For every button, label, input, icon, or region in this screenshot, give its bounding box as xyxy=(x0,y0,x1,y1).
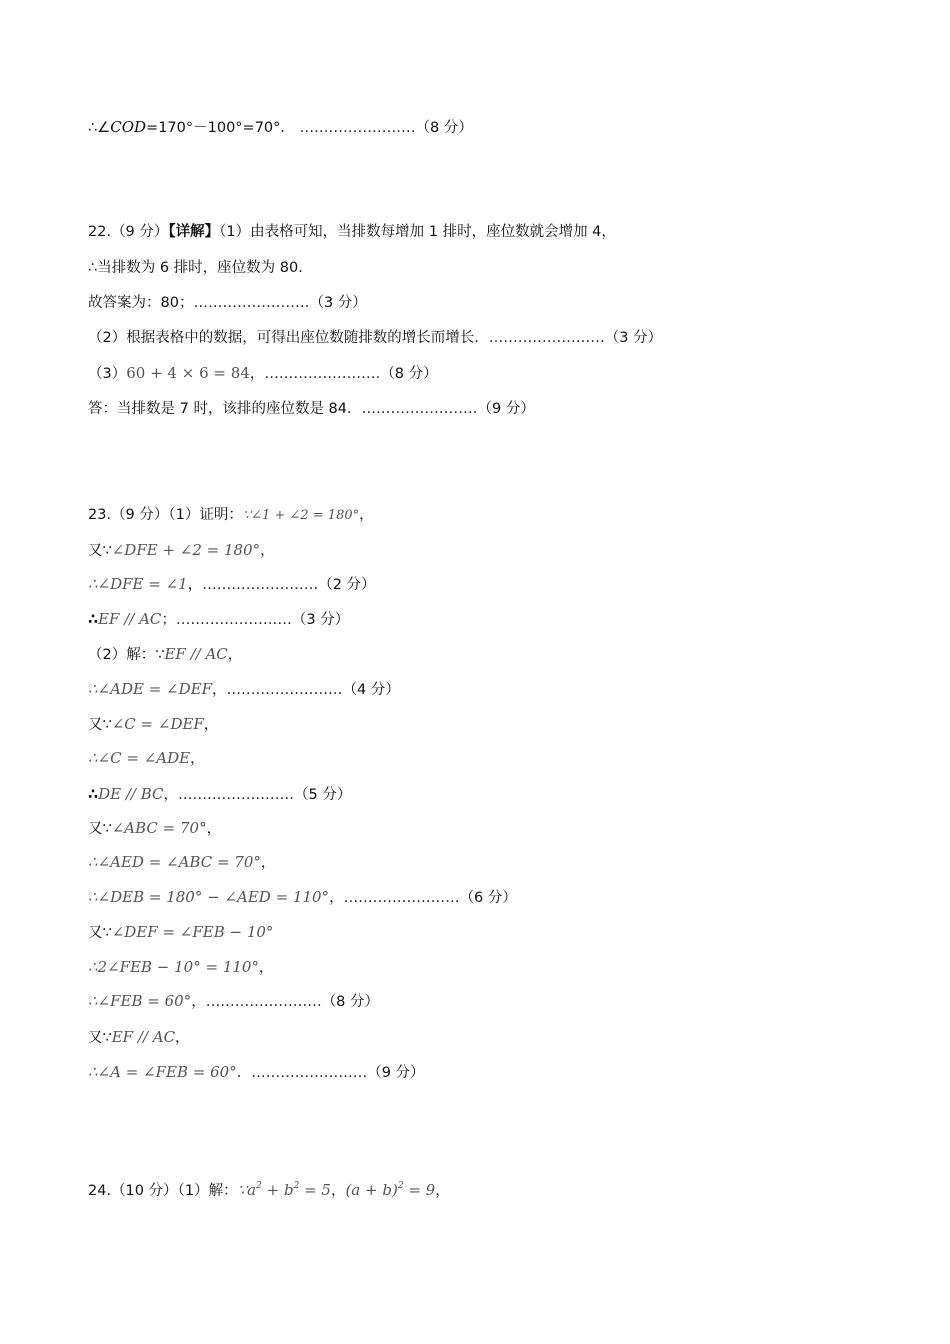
math-expr-2 xyxy=(345,1181,435,1199)
q23-step-9 xyxy=(88,818,221,838)
punct: ， xyxy=(211,682,227,698)
question-number: 23. xyxy=(88,507,112,523)
step-prefix: 又∵ xyxy=(88,1030,112,1046)
math-expr: EF // AC xyxy=(164,645,228,663)
score-label: （2 分） xyxy=(318,577,376,593)
score-dots: …………………… xyxy=(361,401,478,417)
math-expr: EF // AC xyxy=(98,610,162,628)
q23-step-7 xyxy=(88,748,205,768)
score-label: （4 分） xyxy=(342,682,400,698)
math-expr: 60 + 4 × 6 = 84 xyxy=(126,364,250,382)
score-dots: …………………… xyxy=(264,366,381,382)
step-prefix: ∴ xyxy=(88,787,99,803)
step-prefix: 又∵ xyxy=(88,717,112,733)
punct: ， xyxy=(163,787,178,803)
punct: ， xyxy=(258,960,274,976)
score-label: （5 分） xyxy=(294,787,352,803)
q23-step-14 xyxy=(88,991,379,1011)
q23-step-5 xyxy=(88,679,400,699)
score-dots: …………………… xyxy=(343,890,460,906)
score-dots: …………………… xyxy=(202,577,319,593)
punct: ， xyxy=(206,821,222,837)
exponent: 2 xyxy=(397,1181,404,1191)
score-label: （8 分） xyxy=(321,994,380,1010)
q22-line-2 xyxy=(88,258,313,278)
q24-header xyxy=(88,1180,450,1200)
q23-step-2 xyxy=(88,574,376,594)
punct: ， xyxy=(249,366,265,382)
q23-step-3 xyxy=(88,609,349,629)
score-dots: …………………… xyxy=(251,1065,368,1081)
score-dots: …………………… xyxy=(193,295,310,311)
math-expr: ∴∠ADE = ∠DEF xyxy=(88,680,212,698)
score-label: （8 分） xyxy=(415,120,473,136)
punct: ， xyxy=(329,890,344,906)
math-part: + b xyxy=(261,1181,294,1199)
question-number: 22. xyxy=(88,224,112,240)
punct: ， xyxy=(190,751,205,767)
step-prefix: 又∵ xyxy=(88,925,112,941)
score-label: （9 分） xyxy=(367,1065,425,1081)
q21-conclusion-line xyxy=(88,117,473,137)
math-expr: ∠ABC = 70° xyxy=(111,819,207,837)
math-expr: DE // BC xyxy=(98,785,164,803)
exponent: 2 xyxy=(256,1181,262,1191)
step-prefix: 又∵ xyxy=(88,543,112,559)
step-prefix: 又∵ xyxy=(88,821,112,837)
math-expr: ∴∠A = ∠FEB = 60° xyxy=(88,1063,237,1081)
q22-line-4 xyxy=(88,328,662,348)
math-prefix: ∴∠ xyxy=(88,120,111,136)
score-label: （8 分） xyxy=(380,366,438,382)
math-expr: ∠DEF = ∠FEB − 10° xyxy=(111,923,274,941)
line-label: （3） xyxy=(88,366,127,382)
score-dots: …………………… xyxy=(226,682,343,698)
math-expr: =170°－100°=70°． xyxy=(146,120,295,136)
math-var: COD xyxy=(110,118,147,136)
punct: ， xyxy=(203,717,219,733)
math-expr-1 xyxy=(238,1181,331,1199)
question-number: 24. xyxy=(88,1183,112,1199)
exponent: 2 xyxy=(293,1181,300,1191)
q22-line-6 xyxy=(88,399,535,419)
q23-step-1 xyxy=(88,540,275,560)
math-expr: ∴∠DFE = ∠1 xyxy=(88,575,188,593)
punct: ， xyxy=(330,1183,346,1199)
question-text: （1）证明： xyxy=(168,507,243,523)
line-text: ∴当排数为 6 排时，座位数为 80． xyxy=(88,260,313,276)
math-expr: ∴∠FEB = 60° xyxy=(88,992,192,1010)
q23-step-4 xyxy=(88,644,242,664)
math-expr: ∴∠AED = ∠ABC = 70° xyxy=(88,853,261,871)
punct: ， xyxy=(260,543,275,559)
question-points: （10 分） xyxy=(111,1183,178,1199)
punct: ， xyxy=(227,647,243,663)
q23-step-11 xyxy=(88,887,517,907)
score-label: （3 分） xyxy=(309,295,367,311)
math-expr: EF // AC xyxy=(111,1028,176,1046)
score-dots: …………………… xyxy=(299,120,416,136)
q23-step-10 xyxy=(88,852,275,872)
q23-step-8 xyxy=(88,784,351,804)
math-expr: ∵∠1 + ∠2 = 180° xyxy=(242,508,360,523)
punct: ． xyxy=(236,1065,252,1081)
q23-step-12 xyxy=(88,922,273,942)
score-label: （9 分） xyxy=(477,401,535,417)
line-text: 答：当排数是 7 时，该排的座位数是 84． xyxy=(88,401,362,417)
math-part: = 9 xyxy=(403,1181,436,1199)
math-expr: ∴∠DEB = 180° − ∠AED = 110° xyxy=(88,888,330,906)
q22-line-5 xyxy=(88,363,438,383)
punct: ， xyxy=(191,994,206,1010)
punct: ， xyxy=(175,1030,190,1046)
math-expr: ∴2∠FEB − 10° = 110° xyxy=(88,958,259,976)
score-dots: …………………… xyxy=(205,994,322,1010)
q23-step-13 xyxy=(88,957,273,977)
punct: ， xyxy=(187,577,203,593)
score-label: （6 分） xyxy=(459,890,517,906)
question-points: （9 分） xyxy=(111,224,169,240)
math-expr: ∠C = ∠DEF xyxy=(111,715,204,733)
question-text: （1）由表格可知，当排数每增加 1 排时，座位数就会增加 4， xyxy=(219,224,616,240)
detail-tag: 【详解】 xyxy=(168,224,220,240)
q23-step-16 xyxy=(88,1062,425,1082)
score-dots: …………………… xyxy=(178,787,294,803)
step-prefix: （2）解：∵ xyxy=(88,647,165,663)
punct: ， xyxy=(359,507,374,523)
math-expr: ∠DFE + ∠2 = 180° xyxy=(111,541,261,559)
question-text: （1）解： xyxy=(177,1183,238,1199)
question-points: （9 分） xyxy=(111,507,169,523)
score-dots: …………………… xyxy=(175,612,292,628)
score-dots: …………………… xyxy=(488,330,605,346)
line-text: 故答案为：80； xyxy=(88,295,194,311)
punct: ； xyxy=(161,612,176,628)
q22-header xyxy=(88,222,616,242)
math-part: = 5 xyxy=(299,1181,331,1199)
q23-header xyxy=(88,505,374,525)
punct: ， xyxy=(435,1183,450,1199)
q22-line-3 xyxy=(88,293,367,313)
score-label: （3 分） xyxy=(291,612,350,628)
q23-step-6 xyxy=(88,714,218,734)
math-part: (a + b) xyxy=(345,1181,398,1199)
line-text: （2）根据表格中的数据，可得出座位数随排数的增长而增长． xyxy=(88,330,489,346)
math-expr: ∴∠C = ∠ADE xyxy=(88,749,191,767)
math-part: ∵a xyxy=(237,1181,257,1199)
score-label: （3 分） xyxy=(604,330,663,346)
q23-step-15 xyxy=(88,1027,190,1047)
step-prefix: ∴ xyxy=(88,612,99,628)
punct: ， xyxy=(260,855,276,871)
